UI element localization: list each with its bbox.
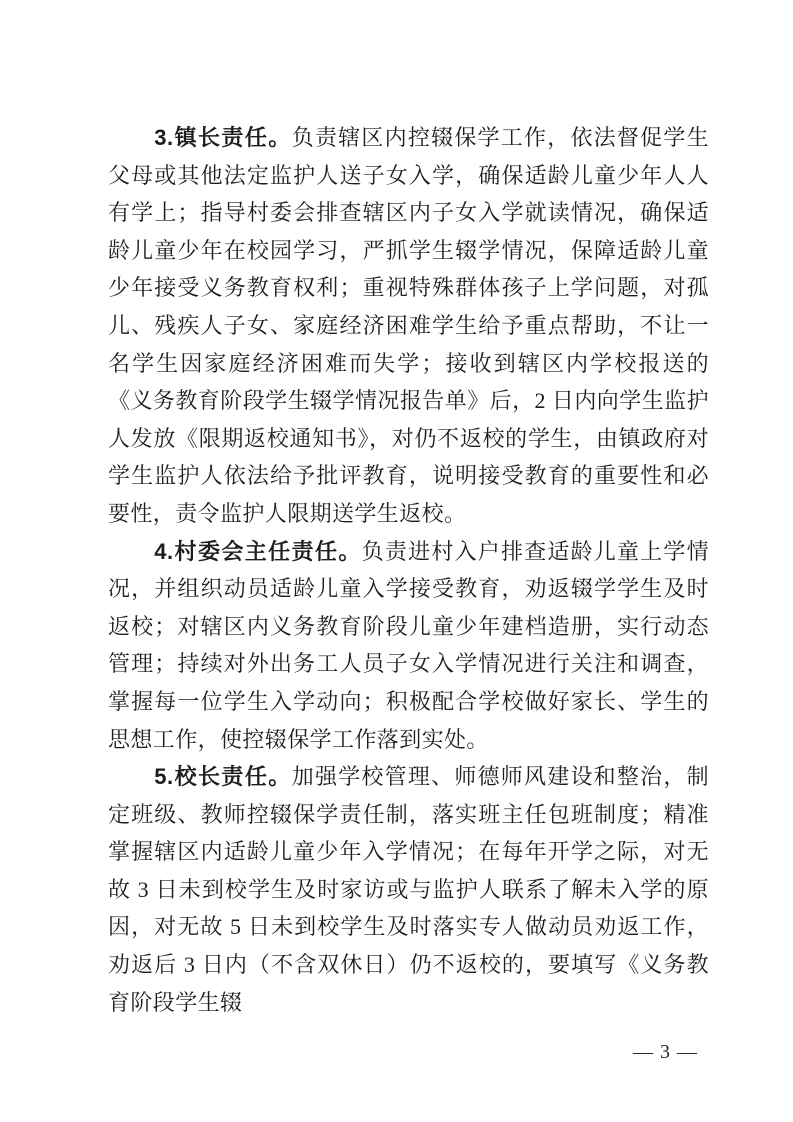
paragraph-text-village-director: 负责进村入户排查适龄儿童上学情况，并组织动员适龄儿童入学接受教育，劝返辍学学生及时返校；对辖区内义务教育阶段儿童少年建档造册，实行动态管理；持续对外出务工人员子女入学情况进行关注和调查，掌握每一位学生入学动向；积极配合学校做好家长、学生的思想工作，使控辍保学工作落到实处。 [108,538,709,752]
paragraph-heading-mayor: 3.镇长责任。 [154,125,292,150]
page-number: — 3 — [633,1041,698,1063]
paragraph-heading-principal: 5.校长责任。 [154,764,292,790]
paragraph-text-principal: 加强学校管理、师德师风建设和整治，制定班级、教师控辍保学责任制，落实班主任包班制度；精准掌握辖区内适龄儿童少年入学情况；在每年开学之际，对无故 3 日未到校学生及时家访或与监护人联系了解未入学的原因，对无故 5 日未到校学生及时落实专人做动员劝返工作，劝返后 3 日内（不含双休日）仍不返校的，要填写《义务教育阶段学生辍 [108,764,709,1015]
paragraph-village-director-duty [108,533,709,759]
paragraph-text-mayor: 负责辖区内控辍保学工作，依法督促学生父母或其他法定监护人送子女入学，确保适龄儿童少年人人有学上；指导村委会排查辖区内子女入学就读情况，确保适龄儿童少年在校园学习，严抓学生辍学情况，保障适龄儿童少年接受义务教育权利；重视特殊群体孩子上学问题，对孤儿、残疾人子女、家庭经济困难学生给予重点帮助，不让一名学生因家庭经济困难而失学；接收到辖区内学校报送的《义务教育阶段学生辍学情况报告单》后，2 日内向学生监护人发放《限期返校通知书》，对仍不返校的学生，由镇政府对学生监护人依法给予批评教育，说明接受教育的重要性和必要性，责令监护人限期送学生返校。 [108,125,709,526]
paragraph-principal-duty [108,758,709,1021]
document-body [108,119,709,1021]
paragraph-heading-village-director: 4.村委会主任责任。 [154,538,362,564]
paragraph-mayor-duty [108,119,709,533]
